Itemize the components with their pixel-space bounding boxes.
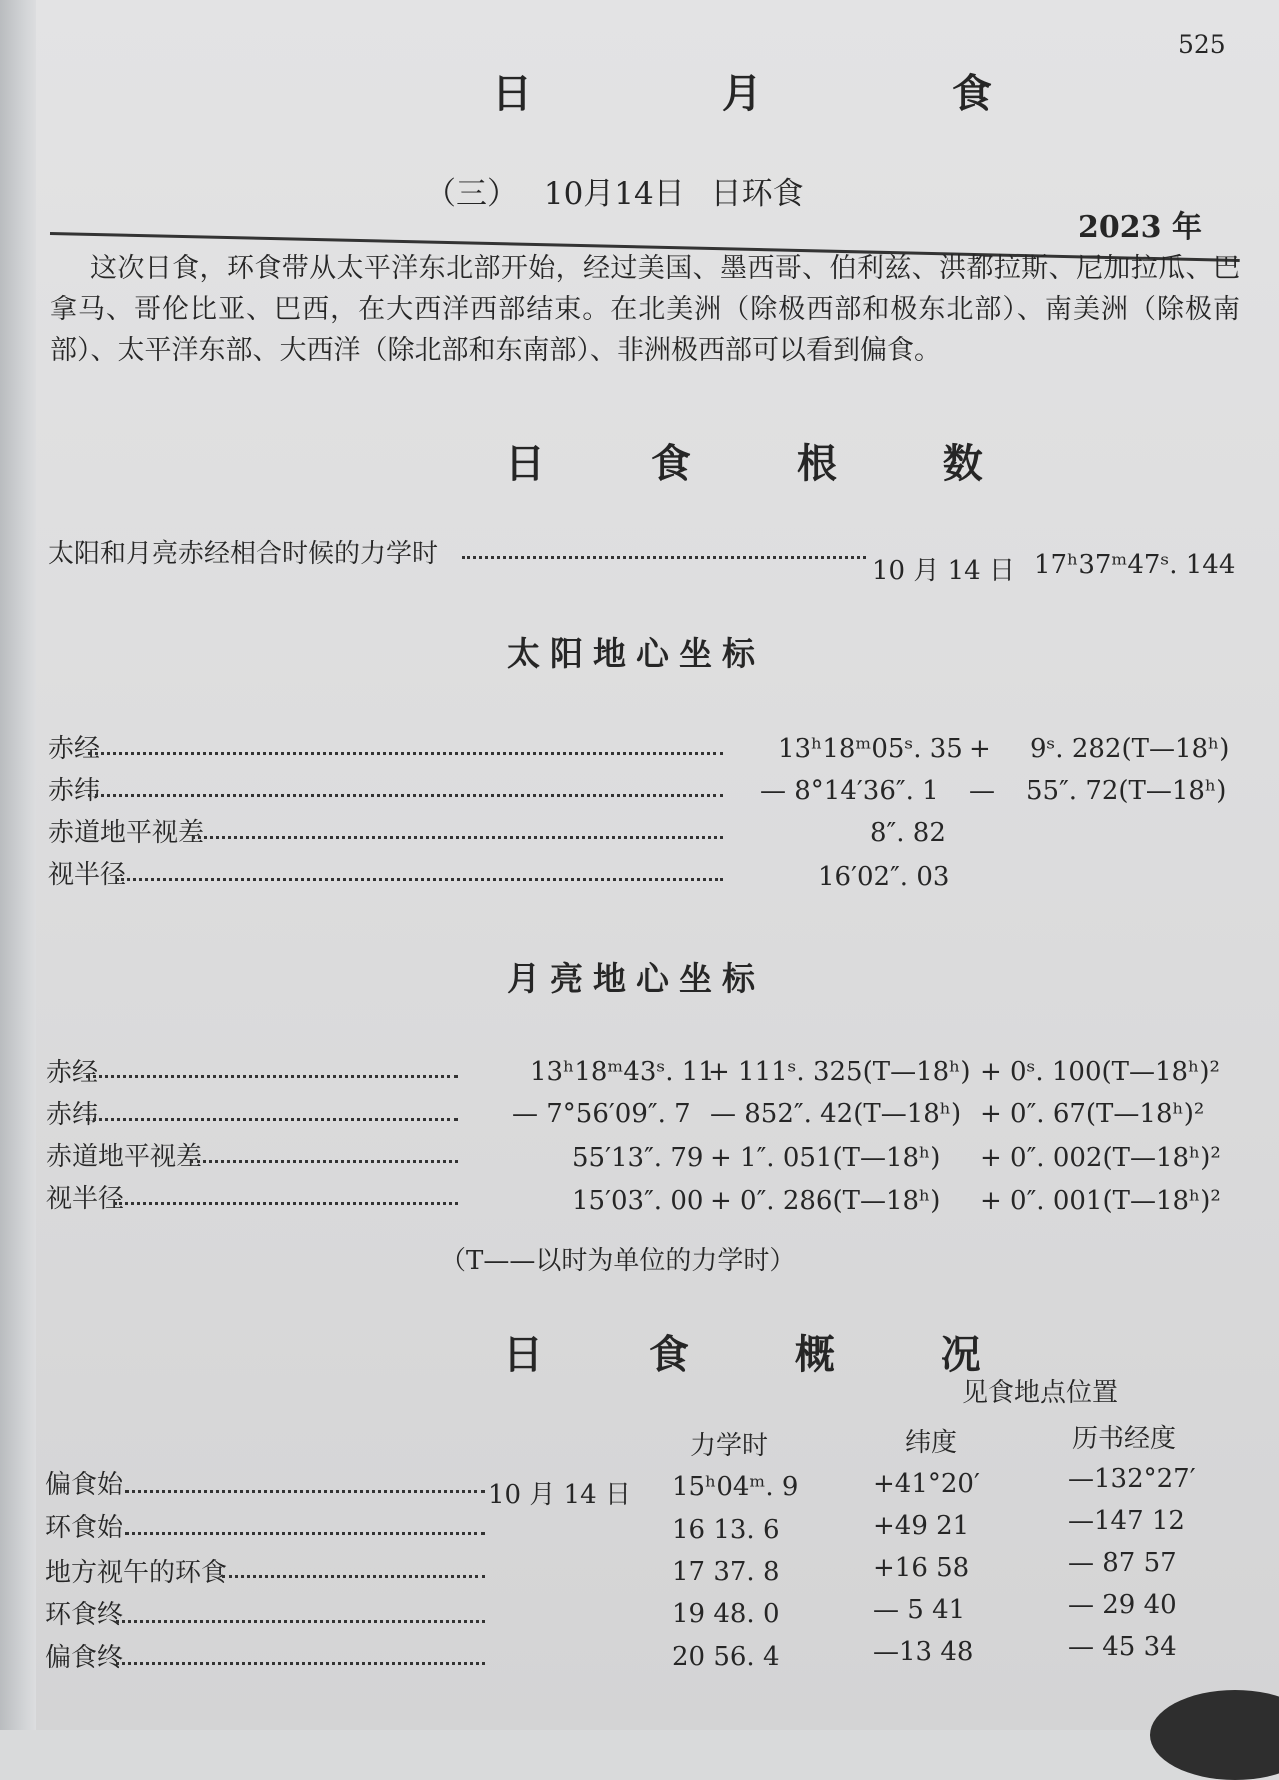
book-binding: [0, 0, 36, 1730]
eclipse-subtitle: （三） 10月14日 日环食: [425, 176, 804, 212]
event-time: 16 13. 6: [672, 1515, 780, 1545]
moon-value: 55′13″. 79: [572, 1143, 704, 1173]
leader-dots: [116, 1662, 485, 1665]
event-time: 15ʰ04ᵐ. 9: [672, 1472, 799, 1502]
leader-dots: [190, 1160, 458, 1163]
moon-term1: — 852″. 42(T—18ʰ): [710, 1099, 962, 1129]
leader-dots: [86, 1075, 458, 1078]
conjunction-label: 太阳和月亮赤经相合时候的力学时: [48, 539, 439, 569]
event-label: 偏食终: [45, 1643, 124, 1673]
page-number: 525: [1178, 30, 1226, 59]
time-note: （T——以时为单位的力学时）: [440, 1246, 796, 1276]
moon-value: — 7°56′09″. 7: [512, 1099, 691, 1129]
leader-dots: [116, 1620, 485, 1623]
event-lon: — 87 57: [1068, 1548, 1177, 1578]
location-header: 见食地点位置: [962, 1378, 1119, 1408]
sun-row-label: 赤纬: [48, 776, 101, 806]
moon-row-label: 视半径: [46, 1184, 125, 1214]
event-label: 环食始: [45, 1513, 124, 1543]
leader-dots: [88, 752, 723, 755]
event-lon: — 29 40: [1068, 1590, 1177, 1620]
event-time: 20 56. 4: [672, 1642, 780, 1672]
event-lon: —147 12: [1068, 1506, 1185, 1536]
event-label: 环食终: [45, 1600, 124, 1630]
event-label: 地方视午的环食: [45, 1558, 228, 1588]
moon-term2: + 0″. 67(T—18ʰ)²: [980, 1099, 1205, 1129]
sun-row-label: 赤经: [48, 734, 101, 764]
intro-paragraph: 这次日食，环食带从太平洋东北部开始，经过美国、墨西哥、伯利兹、洪都拉斯、尼加拉瓜、巴拿马、哥伦比亚、巴西，在大西洋西部结束。在北美洲（除极西部和极东北部）、南美洲（除极南部）、太平洋东部、大西洋（除北部和东南部）、非洲极西部可以看到偏食。: [50, 253, 1240, 366]
event-lat: — 5 41: [873, 1595, 966, 1625]
leader-dots: [125, 1490, 485, 1493]
conjunction-time: 17ʰ37ᵐ47ˢ. 144: [1034, 550, 1236, 580]
moon-term1: + 111ˢ. 325(T—18ʰ): [708, 1057, 971, 1087]
conjunction-date: 10 月 14 日: [872, 556, 1015, 586]
event-lat: +41°20′: [873, 1469, 980, 1499]
page-title: 日 月 食: [492, 70, 1080, 117]
moon-term2: + 0ˢ. 100(T—18ʰ)²: [980, 1057, 1220, 1087]
sun-sign: +: [969, 734, 991, 764]
sun-coords-heading: 太阳地心坐标: [507, 634, 765, 673]
event-lat: —13 48: [873, 1637, 974, 1667]
moon-row-label: 赤道地平视差: [46, 1142, 203, 1172]
sun-value: 13ʰ18ᵐ05ˢ. 35: [778, 734, 963, 764]
year-label: 2023 年: [1078, 210, 1202, 245]
moon-term2: + 0″. 002(T—18ʰ)²: [980, 1143, 1221, 1173]
moon-value: 15′03″. 00: [572, 1186, 704, 1216]
event-lon: —132°27′: [1068, 1464, 1196, 1494]
sun-value: 16′02″. 03: [818, 862, 950, 892]
moon-term1: + 0″. 286(T—18ʰ): [710, 1186, 941, 1216]
event-date: 10 月 14 日: [488, 1480, 631, 1510]
sun-row-label: 视半径: [48, 860, 127, 890]
moon-term2: + 0″. 001(T—18ʰ)²: [980, 1186, 1221, 1216]
moon-row-label: 赤经: [46, 1058, 99, 1088]
leader-dots: [88, 794, 723, 797]
section-heading-elements: 日 食 根 数: [505, 440, 1029, 487]
event-lat: +49 21: [873, 1511, 970, 1541]
sun-value: — 8°14′36″. 1: [760, 776, 939, 806]
sun-value: 8″. 82: [870, 818, 946, 848]
leader-dots: [114, 1202, 458, 1205]
moon-value: 13ʰ18ᵐ43ˢ. 11: [530, 1057, 715, 1087]
leader-dots: [222, 1575, 485, 1578]
leader-dots: [86, 1118, 458, 1121]
col-header-lon: 历书经度: [1072, 1424, 1177, 1454]
event-time: 19 48. 0: [672, 1599, 780, 1629]
sun-row-label: 赤道地平视差: [48, 818, 205, 848]
leader-dots: [125, 1532, 485, 1535]
event-time: 17 37. 8: [672, 1557, 780, 1587]
leader-dots: [462, 556, 866, 559]
event-label: 偏食始: [45, 1470, 124, 1500]
col-header-lat: 纬度: [905, 1428, 958, 1458]
sun-rate: 9ˢ. 282(T—18ʰ): [1030, 734, 1230, 764]
sun-rate: 55″. 72(T—18ʰ): [1026, 776, 1227, 806]
circumstances-heading: 日 食 概 况: [503, 1331, 1027, 1378]
sun-sign: —: [969, 776, 995, 806]
moon-coords-heading: 月亮地心坐标: [507, 959, 765, 998]
event-lat: +16 58: [873, 1553, 970, 1583]
col-header-time: 力学时: [690, 1431, 769, 1461]
event-lon: — 45 34: [1068, 1632, 1177, 1662]
moon-row-label: 赤纬: [46, 1100, 99, 1130]
leader-dots: [116, 878, 723, 881]
leader-dots: [192, 836, 723, 839]
moon-term1: + 1″. 051(T—18ʰ): [710, 1143, 941, 1173]
